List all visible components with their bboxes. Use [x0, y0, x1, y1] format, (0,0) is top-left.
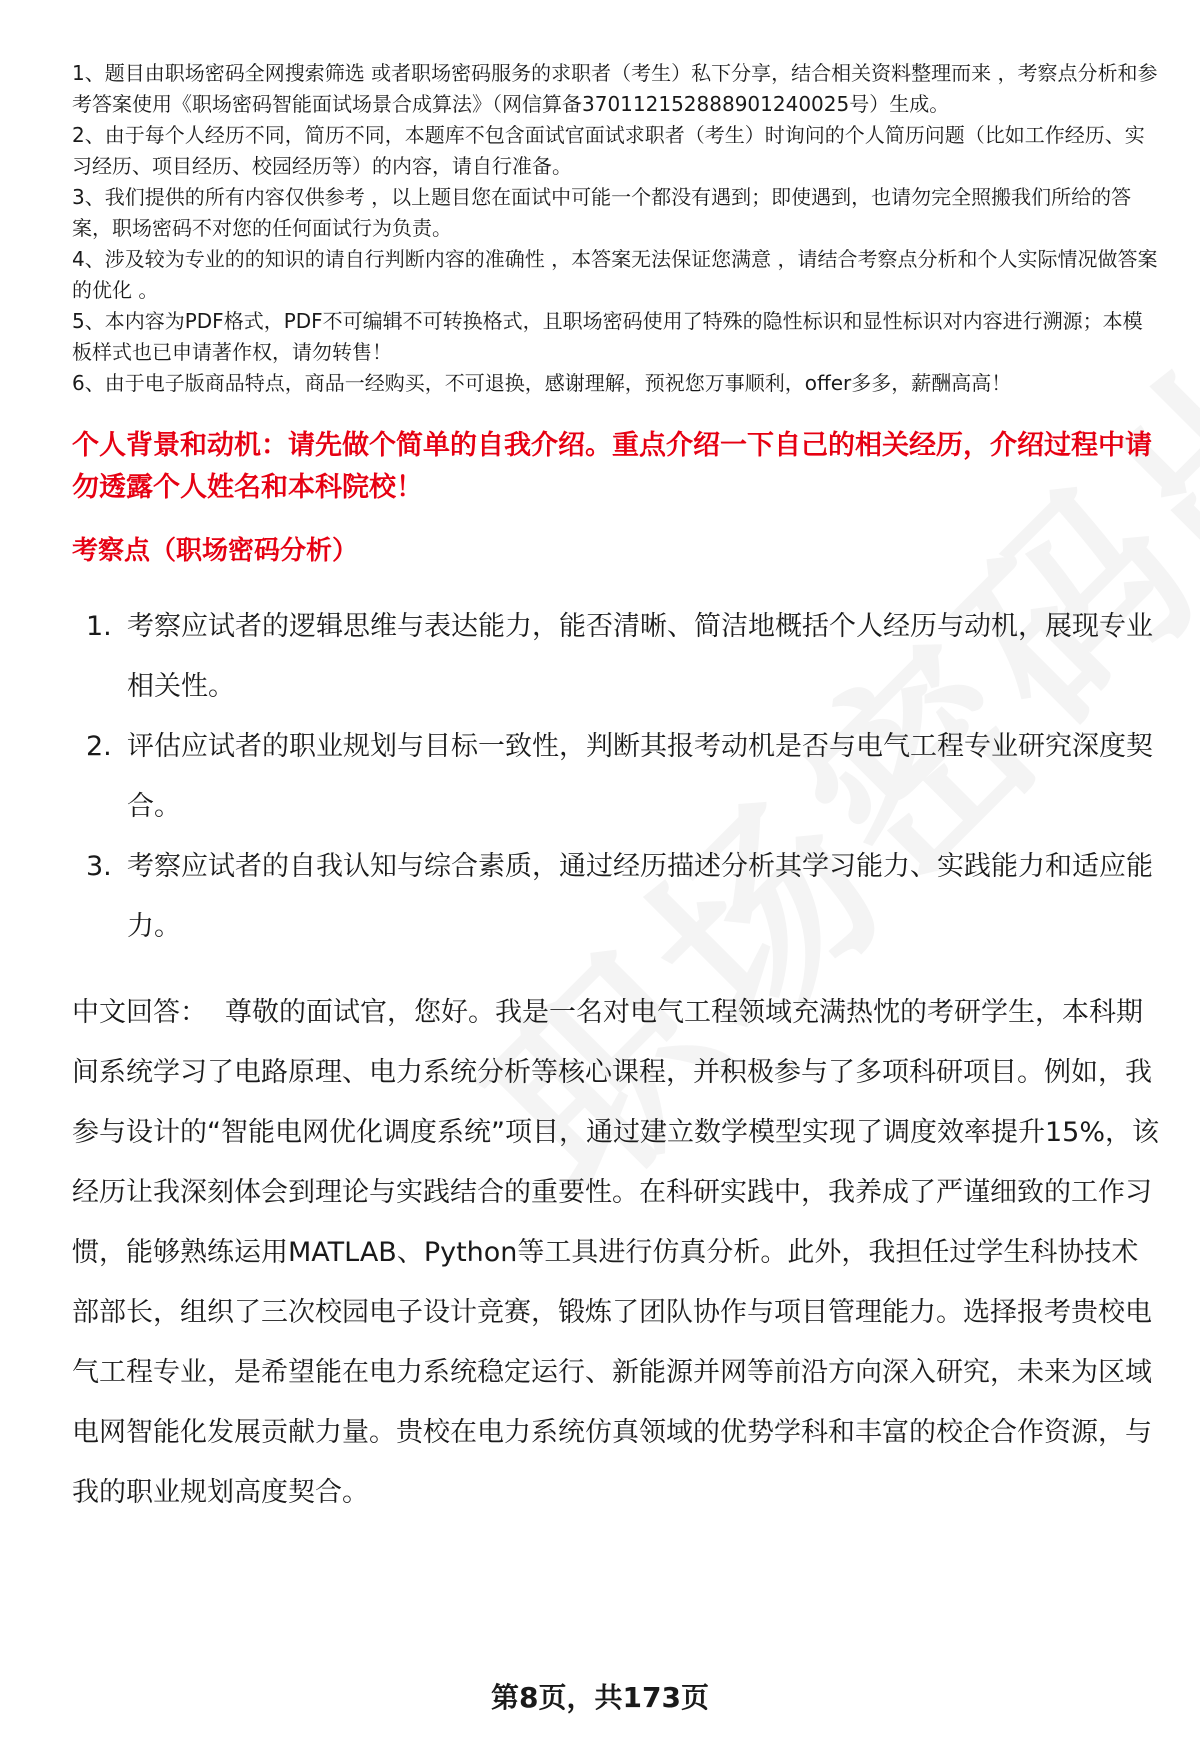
answer-label: 中文回答：	[72, 997, 207, 1028]
page-number: 第8页，共173页	[491, 1681, 709, 1714]
note-item: 4、涉及较为专业的的知识的请自行判断内容的准确性 ，本答案无法保证您满意 ，请结合考察点分析和个人实际情况做答案的优化 。	[72, 247, 1158, 302]
answer-text: 尊敬的面试官，您好。我是一名对电气工程领域充满热忱的考研学生，本科期间系统学习了电路原理、电力系统分析等核心课程，并积极参与了多项科研项目。例如，我参与设计的“智能电网优化调度系统”项目，通过建立数学模型实现了调度效率提升15%，该经历让我深刻体会到理论与实践结合的重要性。在科研实践中，我养成了严谨细致的工作习惯，能够熟练运用MATLAB、Python等工具进行仿真分析。此外，我担任过学生科协技术部部长，组织了三次校园电子设计竞赛，锻炼了团队协作与项目管理能力。选择报考贵校电气工程专业，是希望能在电力系统稳定运行、新能源并网等前沿方向深入研究，未来为区域电网智能化发展贡献力量。贵校在电力系统仿真领域的优势学科和丰富的校企合作资源，与我的职业规划高度契合。	[72, 997, 1159, 1508]
disclaimer-notes	[72, 58, 1162, 399]
list-number: 1.	[86, 611, 112, 642]
note-item: 1、题目由职场密码全网搜索筛选 或者职场密码服务的求职者（考生）私下分享，结合相关资料整理而来 ，考察点分析和参考答案使用《职场密码智能面试场景合成算法》（网信算备370112152888901240025号）生成。	[72, 61, 1158, 116]
list-text: 考察应试者的逻辑思维与表达能力，能否清晰、简洁地概括个人经历与动机，展现专业相关性。	[127, 611, 1153, 702]
note-item: 5、本内容为PDF格式，PDF不可编辑不可转换格式，且职场密码使用了特殊的隐性标识和显性标识对内容进行溯源；本模板样式也已申请著作权，请勿转售！	[72, 309, 1143, 364]
note-item: 6、由于电子版商品特点，商品一经购买，不可退换，感谢理解，预祝您万事顺利，offer多多，薪酬高高！	[72, 371, 1012, 395]
list-number: 3.	[86, 851, 112, 882]
list-item	[72, 597, 1162, 717]
section-title: 考察点（职场密码分析）	[72, 536, 359, 566]
assessment-points	[72, 597, 1162, 957]
note-item: 3、我们提供的所有内容仅供参考 ，以上题目您在面试中可能一个都没有遇到；即使遇到，也请勿完全照搬我们所给的答案，职场密码不对您的任何面试行为负责。	[72, 185, 1132, 240]
interview-question: 个人背景和动机：请先做个简单的自我介绍。重点介绍一下自己的相关经历，介绍过程中请勿透露个人姓名和本科院校！	[72, 430, 1152, 503]
list-text: 评估应试者的职业规划与目标一致性，判断其报考动机是否与电气工程专业研究深度契合。	[127, 731, 1153, 822]
list-item	[72, 837, 1162, 957]
list-number: 2.	[86, 731, 112, 762]
document-page	[72, 58, 1162, 1523]
list-item	[72, 717, 1162, 837]
list-text: 考察应试者的自我认知与综合素质，通过经历描述分析其学习能力、实践能力和适应能力。	[127, 851, 1153, 942]
answer-block	[72, 983, 1162, 1523]
note-item: 2、由于每个人经历不同，简历不同，本题库不包含面试官面试求职者（考生）时询问的个人简历问题（比如工作经历、实习经历、项目经历、校园经历等）的内容，请自行准备。	[72, 123, 1145, 178]
